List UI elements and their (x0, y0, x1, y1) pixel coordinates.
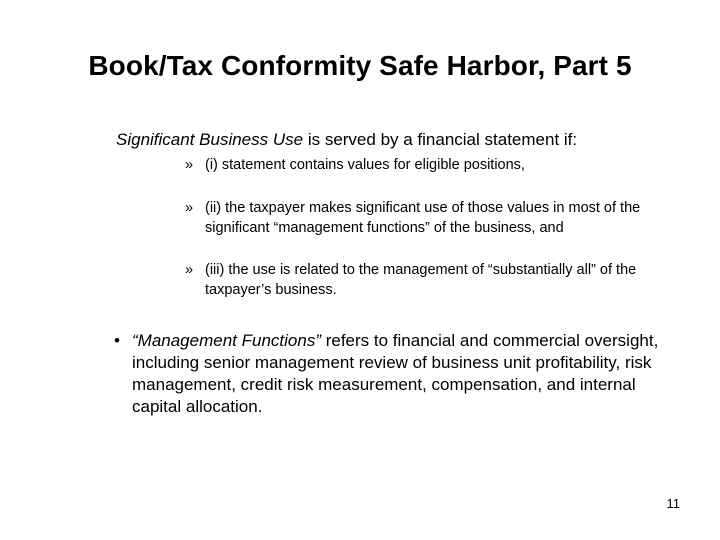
condition-marker: » (185, 262, 194, 278)
slide-title: Book/Tax Conformity Safe Harbor, Part 5 (88, 50, 632, 81)
management-functions-bullet (114, 330, 674, 418)
condition-marker: » (185, 200, 194, 216)
intro-rest: is served by a financial statement if: (303, 130, 578, 149)
bullet-marker: • (114, 331, 120, 350)
bullet-rest: refers to financial and commercial oversight, including senior management review of business unit profitability, risk management, credit risk measurement, compensation, and internal capital allocation. (132, 331, 659, 416)
condition-item (185, 260, 685, 300)
condition-item (185, 155, 685, 175)
intro-sentence (116, 130, 696, 150)
condition-marker: » (185, 157, 194, 173)
condition-text: (iii) the use is related to the management of “substantially all” of the taxpayer’s business. (205, 262, 637, 298)
page-number: 11 (666, 496, 680, 511)
bullet-term: “Management Functions” (132, 331, 321, 350)
condition-item (185, 198, 685, 238)
intro-term: Significant Business Use (116, 130, 304, 149)
condition-text: (ii) the taxpayer makes significant use of those values in most of the significant “management functions” of the business, and (205, 200, 641, 236)
condition-text: (i) statement contains values for eligible positions, (205, 157, 525, 173)
bullet-text (132, 330, 674, 418)
